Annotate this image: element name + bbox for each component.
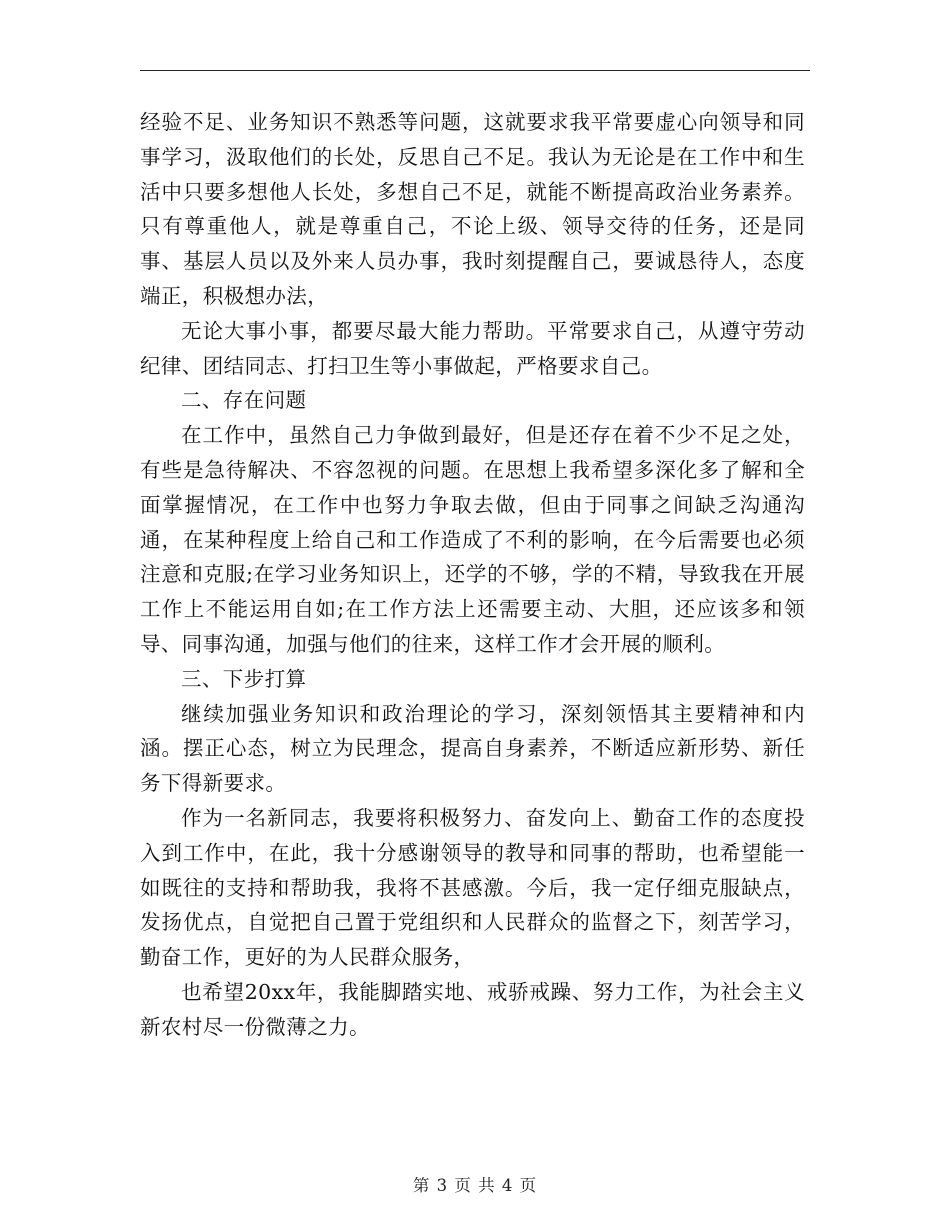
page-number: 第 3 页 共 4 页 (412, 1176, 538, 1195)
paragraph-help-others: 无论大事小事，都要尽最大能力帮助。平常要求自己，从遵守劳动纪律、团结同志、打扫卫生等小事做起，严格要求自己。 (140, 318, 805, 378)
paragraph-study-plan: 继续加强业务知识和政治理论的学习，深刻领悟其主要精神和内涵。摆正心态，树立为民理念，提高自身素养，不断适应新形势、新任务下得新要求。 (140, 701, 805, 796)
paragraph-continuation: 经验不足、业务知识不熟悉等问题，这就要求我平常要虚心向领导和同事学习，汲取他们的长处，反思自己不足。我认为无论是在工作中和生活中只要多想他人长处，多想自己不足，就能不断提高政治业务素养。只有尊重他人，就是尊重自己，不论上级、领导交待的任务，还是同事、基层人员以及外来人员办事，我时刻提醒自己，要诚恳待人，态度端正，积极想办法， (140, 110, 805, 308)
document-body (140, 105, 805, 1045)
paragraph-closing: 也希望20xx年，我能脚踏实地、戒骄戒躁、努力工作，为社会主义新农村尽一份微薄之力。 (140, 979, 805, 1039)
paragraph-commitment: 作为一名新同志，我要将积极努力、奋发向上、勤奋工作的态度投入到工作中，在此，我十分感谢领导的教导和同事的帮助，也希望能一如既往的支持和帮助我，我将不甚感激。今后，我一定仔细克服缺点，发扬优点，自觉把自己置于党组织和人民群众的监督之下，刻苦学习，勤奋工作，更好的为人民群众服务， (140, 805, 805, 970)
header-rule (140, 70, 810, 71)
section-heading-plans: 三、下步打算 (181, 666, 307, 691)
paragraph-problems: 在工作中，虽然自己力争做到最好，但是还存在着不少不足之处，有些是急待解决、不容忽视的问题。在思想上我希望多深化多了解和全面掌握情况，在工作中也努力争取去做，但由于同事之间缺乏沟通沟通，在某种程度上给自己和工作造成了不利的影响，在今后需要也必须注意和克服;在学习业务知识上，还学的不够，学的不精，导致我在开展工作上不能运用自如;在工作方法上还需要主动、大胆，还应该多和领导、同事沟通，加强与他们的往来，这样工作才会开展的顺利。 (140, 423, 805, 656)
section-heading-problems: 二、存在问题 (181, 388, 307, 413)
